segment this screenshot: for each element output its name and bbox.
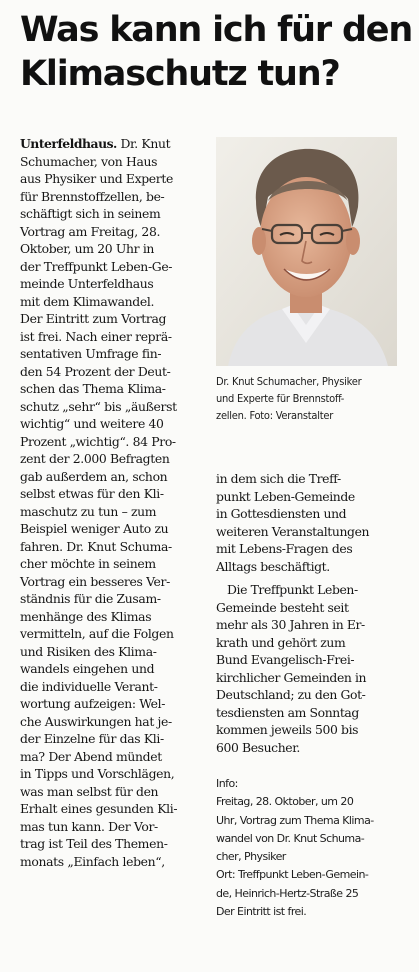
body-text-line: meinde Unterfeldhaus bbox=[20, 276, 154, 291]
caption-text: zellen. bbox=[216, 409, 247, 422]
photo-caption bbox=[216, 373, 401, 424]
info-line: Ort: Treffpunkt Leben-Gemein- bbox=[216, 868, 369, 882]
body-text-line: Prozent „wichtig“. 84 Pro- bbox=[20, 433, 176, 449]
caption-line: Dr. Knut Schumacher, Physiker bbox=[216, 375, 362, 388]
body-text-line: fahren. Dr. Knut Schuma- bbox=[20, 538, 172, 554]
body-text-line: Vortrag ein besseres Ver- bbox=[20, 573, 170, 589]
caption-line: und Experte für Brennstoff- bbox=[216, 392, 345, 405]
body-text-line: die individuelle Verant- bbox=[20, 678, 158, 694]
body-text-line: in Tipps und Vorschlägen, bbox=[20, 766, 175, 781]
body-text-line: cher möchte in seinem bbox=[20, 556, 156, 571]
body-text-line: Oktober, um 20 Uhr in bbox=[20, 241, 155, 256]
body-text-line: der Einzelne für das Kli- bbox=[20, 731, 164, 746]
body-text-line: aus Physiker und Experte bbox=[20, 171, 173, 186]
portrait-image bbox=[216, 137, 397, 366]
body-text-line: mit Lebens-Fragen des bbox=[216, 541, 353, 556]
body-text-line: schen das Thema Klima- bbox=[20, 381, 166, 396]
body-text-line: Vortrag am Freitag, 28. bbox=[20, 223, 161, 239]
first-line-rest: Dr. Knut bbox=[116, 136, 171, 151]
body-text-line: menhänge des Klimas bbox=[20, 608, 152, 624]
body-text-line: schäftigt sich in seinem bbox=[20, 206, 161, 221]
info-line: cher, Physiker bbox=[216, 850, 286, 864]
info-box bbox=[216, 775, 401, 921]
article-headline bbox=[20, 8, 412, 96]
body-text-line: Schumacher, von Haus bbox=[20, 153, 158, 169]
body-text-line: Erhalt eines gesunden Kli- bbox=[20, 801, 178, 816]
body-text-line: selbst etwas für den Kli- bbox=[20, 486, 164, 501]
body-text-line: mit dem Klimawandel. bbox=[20, 293, 155, 309]
article-column-2 bbox=[216, 470, 401, 756]
body-text-line: was man selbst für den bbox=[20, 783, 159, 799]
body-text-line: Alltags beschäftigt. bbox=[216, 558, 330, 574]
body-text-line: wichtig“ und weitere 40 bbox=[20, 416, 164, 431]
body-text-line: mas tun kann. Der Vor- bbox=[20, 818, 158, 834]
body-text-line: Deutschland; zu den Got- bbox=[216, 687, 366, 702]
body-text-line: ma? Der Abend mündet bbox=[20, 748, 162, 764]
body-text-line: krath und gehört zum bbox=[216, 634, 346, 650]
paragraph-first-line: Die Treffpunkt Leben- bbox=[227, 582, 358, 597]
body-text-line: den 54 Prozent der Deut- bbox=[20, 363, 171, 379]
body-text-line: und Risiken des Klima- bbox=[20, 643, 157, 659]
body-text-line: che Auswirkungen hat je- bbox=[20, 713, 172, 729]
body-text-line: Gemeinde besteht seit bbox=[216, 599, 349, 615]
body-text-line: Der Eintritt zum Vortrag bbox=[20, 311, 167, 326]
body-text-line: punkt Leben-Gemeinde bbox=[216, 488, 355, 504]
info-line: Freitag, 28. Oktober, um 20 bbox=[216, 795, 354, 809]
body-text-line: monats „Einfach leben“, bbox=[20, 853, 165, 869]
info-line: Uhr, Vortrag zum Thema Klima- bbox=[216, 813, 374, 827]
body-text-line: wandels eingehen und bbox=[20, 661, 155, 676]
headline-line: Klimaschutz tun? bbox=[20, 54, 340, 94]
body-text-line: weiteren Veranstaltungen bbox=[216, 523, 370, 539]
body-text-line: kommen jeweils 500 bis bbox=[216, 722, 359, 737]
body-text-line: Beispiel weniger Auto zu bbox=[20, 521, 169, 536]
article-column-1 bbox=[20, 135, 199, 870]
body-text-line: vermitteln, auf die Folgen bbox=[20, 626, 174, 641]
info-line: Der Eintritt ist frei. bbox=[216, 905, 307, 919]
portrait-photo bbox=[216, 137, 397, 366]
body-text-line: für Brennstoffzellen, be- bbox=[20, 188, 165, 204]
body-text-line: tesdiensten am Sonntag bbox=[216, 704, 359, 720]
info-line: de, Heinrich-Hertz-Straße 25 bbox=[216, 886, 359, 900]
body-text-line: in Gottesdiensten und bbox=[216, 506, 347, 521]
first-line bbox=[20, 135, 199, 153]
dateline: Unterfeldhaus. bbox=[20, 136, 117, 151]
info-line: wandel von Dr. Knut Schuma- bbox=[216, 831, 365, 845]
body-text-line: der Treffpunkt Leben-Ge- bbox=[20, 258, 173, 274]
body-text-line: 600 Besucher. bbox=[216, 739, 300, 755]
body-text-line: kirchlicher Gemeinden in bbox=[216, 669, 367, 685]
photo-credit: Foto: Veranstalter bbox=[249, 409, 334, 422]
body-text-line: schutz „sehr“ bis „äußerst bbox=[20, 398, 177, 414]
caption-line bbox=[216, 407, 401, 424]
body-text-line: wortung aufzeigen: Wel- bbox=[20, 696, 166, 711]
body-text-line: gab außerdem an, schon bbox=[20, 468, 168, 484]
body-text-line: ist frei. Nach einer reprä- bbox=[20, 328, 172, 344]
body-text-line: maschutz zu tun – zum bbox=[20, 503, 157, 519]
body-text-line: trag ist Teil des Themen- bbox=[20, 836, 168, 851]
body-text-line: mehr als 30 Jahren in Er- bbox=[216, 617, 365, 632]
body-text-line: zent der 2.000 Befragten bbox=[20, 451, 170, 466]
body-text-line: Bund Evangelisch-Frei- bbox=[216, 652, 355, 667]
body-text-line: in dem sich die Treff- bbox=[216, 471, 341, 486]
info-label: Info: bbox=[216, 777, 238, 790]
body-text-line: sentativen Umfrage fin- bbox=[20, 346, 162, 361]
body-text-line: ständnis für die Zusam- bbox=[20, 591, 161, 606]
headline-line: Was kann ich für den bbox=[20, 10, 413, 50]
